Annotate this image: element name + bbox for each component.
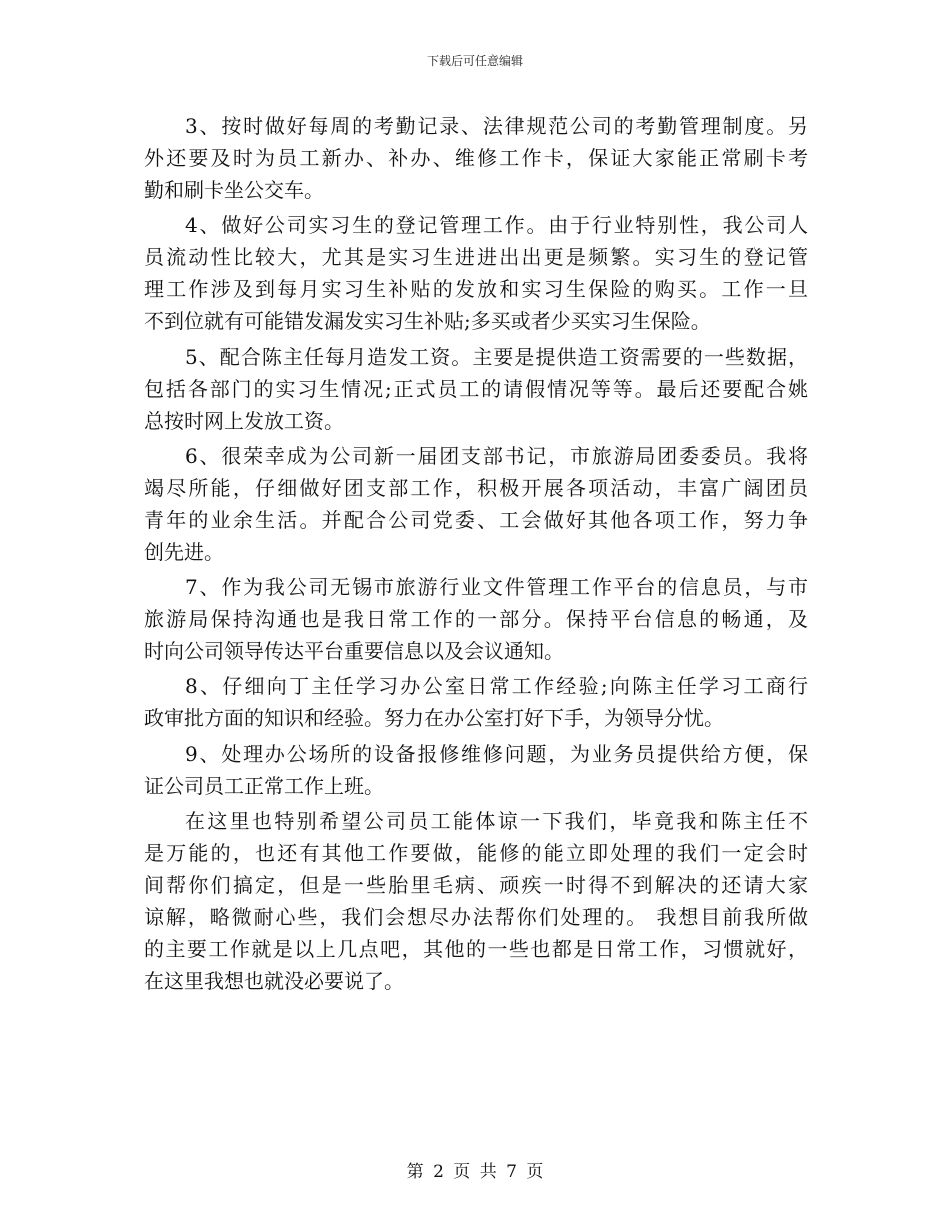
paragraph-line: 理工作涉及到每月实习生补贴的发放和实习生保险的购买。工作一旦 — [144, 277, 808, 302]
paragraph-line: 9、处理办公场所的设备报修维修问题，为业务员提供给方便，保 — [185, 741, 808, 766]
page-header: 下载后可任意编辑 — [426, 54, 523, 68]
paragraph-line: 间帮你们搞定，但是一些胎里毛病、顽疾一时得不到解决的还请大家 — [144, 873, 808, 898]
page-number: 第 2 页 共 7 页 — [406, 1162, 544, 1182]
paragraph-line: 创先进。 — [144, 539, 224, 564]
paragraph-line: 员流动性比较大，尤其是实习生进进出出更是频繁。实习生的登记管 — [144, 245, 808, 270]
paragraph-line: 是万能的，也还有其他工作要做，能修的能立即处理的我们一定会时 — [144, 841, 808, 866]
document-body — [144, 110, 808, 1000]
paragraph-9 — [144, 738, 808, 802]
paragraph-line: 的主要工作就是以上几点吧，其他的一些也都是日常工作，习惯就好， — [144, 937, 808, 962]
paragraph-line: 在这里也特别希望公司员工能体谅一下我们，毕竟我和陈主任不 — [185, 809, 808, 834]
paragraph-line: 5、配合陈主任每月造发工资。主要是提供造工资需要的一些数据， — [185, 344, 808, 369]
paragraph-3 — [144, 110, 808, 206]
paragraph-line: 6、很荣幸成为公司新一届团支部书记，市旅游局团委委员。我将 — [185, 443, 808, 468]
paragraph-line: 包括各部门的实习生情况;正式员工的请假情况等等。最后还要配合姚 — [144, 376, 808, 401]
paragraph-8 — [144, 670, 808, 734]
paragraph-line: 竭尽所能，仔细做好团支部工作，积极开展各项活动，丰富广阔团员 — [144, 475, 808, 500]
paragraph-line: 外还要及时为员工新办、补办、维修工作卡，保证大家能正常刷卡考 — [144, 146, 808, 170]
paragraph-line: 政审批方面的知识和经验。努力在办公室打好下手，为领导分忧。 — [144, 706, 724, 731]
paragraph-line: 7、作为我公司无锡市旅游行业文件管理工作平台的信息员，与市 — [185, 575, 808, 600]
paragraph-line: 不到位就有可能错发漏发实习生补贴;多买或者少买实习生保险。 — [144, 309, 711, 334]
paragraph-6 — [144, 440, 808, 568]
paragraph-line: 在这里我想也就没必要说了。 — [144, 969, 404, 994]
paragraph-line: 4、做好公司实习生的登记管理工作。由于行业特别性，我公司人 — [185, 213, 808, 238]
paragraph-line: 时向公司领导传达平台重要信息以及会议通知。 — [144, 639, 564, 664]
paragraph-line: 青年的业余生活。并配合公司党委、工会做好其他各项工作，努力争 — [144, 507, 808, 532]
paragraph-line: 总按时网上发放工资。 — [144, 408, 344, 433]
paragraph-4 — [144, 209, 808, 337]
paragraph-line: 8、仔细向丁主任学习办公室日常工作经验;向陈主任学习工商行 — [185, 674, 808, 699]
paragraph-line: 3、按时做好每周的考勤记录、法律规范公司的考勤管理制度。另 — [185, 114, 808, 138]
closing-paragraph — [144, 805, 808, 997]
paragraph-5 — [144, 341, 808, 437]
paragraph-line: 谅解，略微耐心些，我们会想尽办法帮你们处理的。 我想目前我所做 — [144, 905, 808, 930]
paragraph-line: 旅游局保持沟通也是我日常工作的一部分。保持平台信息的畅通，及 — [144, 607, 808, 632]
paragraph-line: 勤和刷卡坐公交车。 — [144, 178, 324, 202]
paragraph-line: 证公司员工正常工作上班。 — [144, 773, 384, 798]
paragraph-7 — [144, 571, 808, 667]
